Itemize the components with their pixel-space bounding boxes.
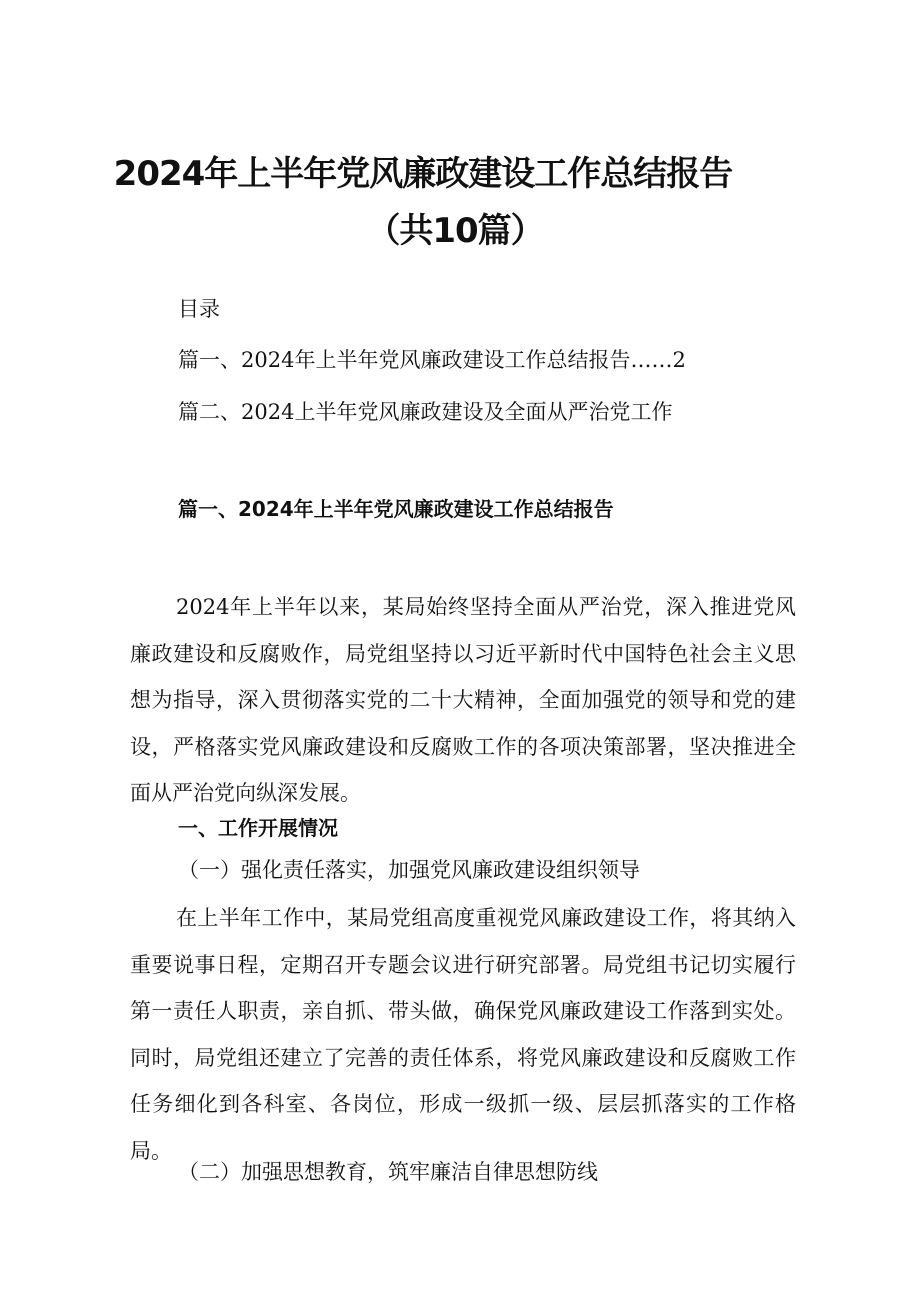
intro-paragraph: 2024年上半年以来，某局始终坚持全面从严治党，深入推进党风廉政建设和反腐败作，局党组坚持以习近平新时代中国特色社会主义思想为指导，深入贯彻落实党的二十大精神，全面加强党的领导和党的建设，严格落实党风廉政建设和反腐败工作的各项决策部署，坚决推进全面从严治党向纵深发展。 xyxy=(130,595,796,805)
sub-heading-education: （二）加强思想教育，筑牢廉洁自律思想防线 xyxy=(178,1160,598,1184)
toc-heading: 目录 xyxy=(178,297,220,321)
heading-work-status: 一、工作开展情况 xyxy=(178,816,338,840)
sub-heading-responsibility: （一）强化责任落实，加强党风廉政建设组织领导 xyxy=(178,858,640,882)
document-title: 2024年上半年党风廉政建设工作总结报告 xyxy=(113,154,733,194)
toc-item: 篇二、2024上半年党风廉政建设及全面从严治党工作 xyxy=(178,400,673,424)
document-subtitle: （共10篇） xyxy=(366,211,544,251)
body-paragraph: 在上半年工作中，某局党组高度重视党风廉政建设工作，将其纳入重要说事日程，定期召开专题会议进行研究部署。局党组书记切实履行第一责任人职责，亲自抓、带头做，确保党风廉政建设工作落到实处。同时，局党组还建立了完善的责任体系，将党风廉政建设和反腐败工作任务细化到各科室、各岗位，形成一级抓一级、层层抓落实的工作格局。 xyxy=(130,906,796,1163)
toc-item: 篇一、2024年上半年党风廉政建设工作总结报告……2 xyxy=(178,348,686,372)
section-title: 篇一、2024年上半年党风廉政建设工作总结报告 xyxy=(178,497,614,521)
